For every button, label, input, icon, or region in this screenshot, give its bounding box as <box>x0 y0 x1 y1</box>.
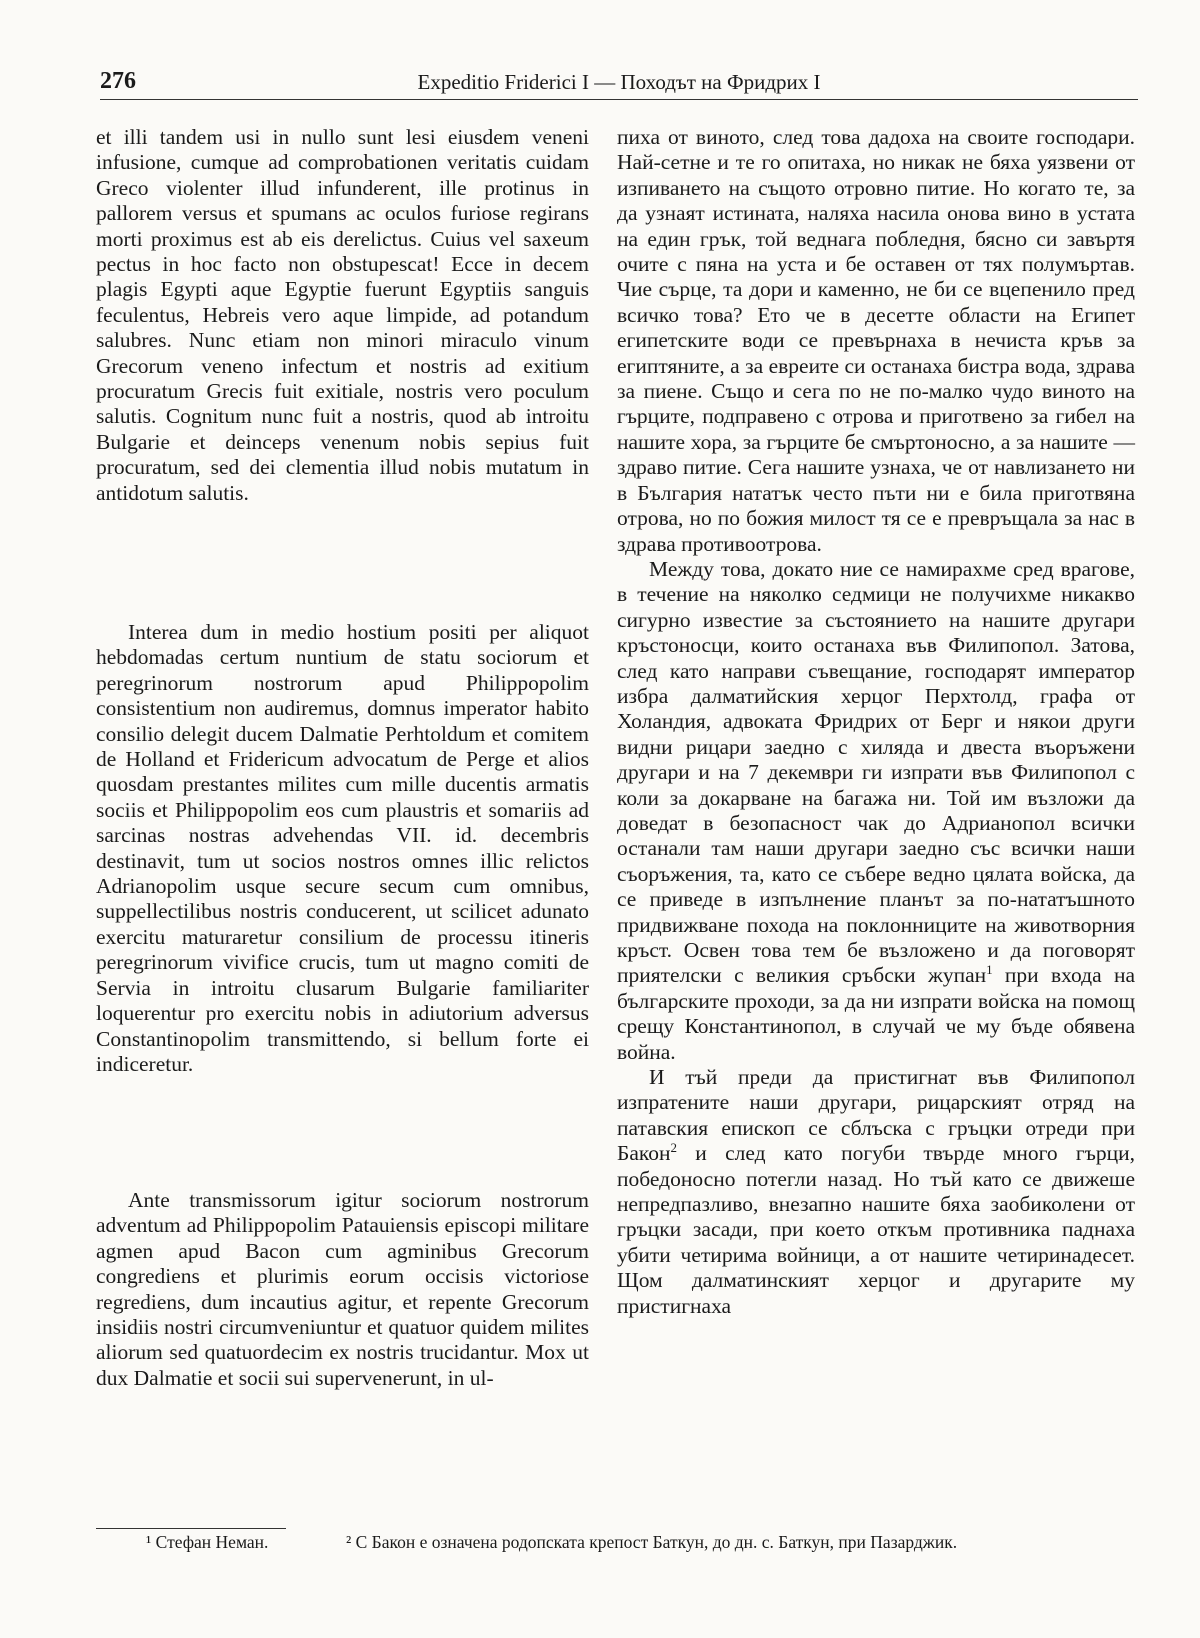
bulgarian-paragraph-3-text-a: И тъй преди да пристигнат във Филипопол изпратените наши другари, рицарският отряд на патавския епископ се сблъска с гръцки отреди при Бакон <box>617 1065 1135 1166</box>
bulgarian-paragraph-1: пиха от виното, след това дадоха на своите господари. Най-сетне и те го опитаха, но никак не бяха уязвени от изпиването на същото отровно питие. Но когато те, за да узнаят истината, наляха насила онова вино в устата на един грък, той веднага побледня, бясно си завъртя очите с пяна на уста и бе оставен от тях полумъртав. Чие сърце, та дори и каменно, не би се вцепенило пред всичко това? Ето че в десетте области на Египет египетските води се превърнаха в нечиста кръв за египтяните, а за евреите си останаха бистра вода, здрава за пиене. Също и сега по не по-малко чудо виното на гърците, подправено с отрова и приготвено за гибел на нашите хора, за гърците бе смъртоносно, а за нашите — здраво питие. Сега нашите узнаха, че от навлизането ни в България нататък често пъти ни е била приготвяна отрова, но по божия милост тя се е превръщала за нас в здрава противоотрова. <box>617 125 1135 556</box>
footnote-1: ¹ Стефан Неман. <box>146 1532 269 1552</box>
bulgarian-paragraph-2-text-b: при входа на българските проходи, за да ни изпрати войска на помощ срещу Константинопол, в случай че му бъде обявена война. <box>617 963 1135 1064</box>
latin-paragraph-1: et illi tandem usi in nullo sunt lesi eiusdem veneni infusione, cumque ad comprobationen veritatis cuidam Greco violenter illud infunderent, ille protinus in pallorem versus et spumans ac oculos furiose regirans morti proximus est ab eis derelictus. Cuius vel saxeum pectus in hoc facto non obstupescat! Ecce in decem plagis Egypti aque Egyptie fuerunt Egyptiis sanguis feculentus, Hebreis vero aque limpide, ad potandum salubres. Nunc etiam non minori miraculo vinum Grecorum veneno infectum et nostris ad exitium procuratum Grecis fuit exitiale, nostris vero poculum salutis. Cognitum nunc fuit a nostris, quod ab introitu Bulgarie et deinceps venenum nobis sepius fuit procuratum, sed dei clementia illud nobis mutatum in antidotum salutis. <box>96 125 589 505</box>
bulgarian-paragraph-2-text-a: Между това, докато ние се намирахме сред врагове, в течение на няколко седмици не получихме никакво сигурно известие за състоянието на нашите другари кръстоносци, които останаха във Филипопол. Затова, след като направи съвещание, господарят император избра далматийския херцог Перхтолд, графа от Холандия, адвоката Фридрих от Берг и някои други видни рицари заедно с хиляда и двеста въоръжени другари и на 7 декември ги изпрати във Филипопол с коли за докарване на багажа ни. Той им възложи да доведат в безопасност чак до Адрианопол всички останали там наши другари заедно със всички наши съоръжения, та, като се събере ведно цялата войска, да се приведе в изпълнение планът за по-нататъшното придвижване похода на поклонниците на животворния кръст. Освен това тем бе възложено и да поговорят приятелски с великия сръбски жупан <box>617 556 1135 988</box>
footnote-ref-2: 2 <box>670 1140 677 1156</box>
page-header <box>100 66 1138 100</box>
bulgarian-paragraph-3-text-b: и след като погуби твърде много гърци, победоносно потегли назад. Но тъй като се движеше непредпазливо, внезапно нашите бяха заобиколени от гръцки засади, при което откъм противника паднаха убити четирима войници, а от нашите четиринадесет. Щом далматинският херцог и другарите му пристигнаха <box>617 1141 1135 1318</box>
footnote-rule <box>96 1528 286 1529</box>
footnote-ref-1: 1 <box>986 962 993 978</box>
bulgarian-paragraph-2 <box>617 557 1135 1065</box>
bulgarian-column <box>617 125 1135 1319</box>
latin-paragraph-2: Interea dum in medio hostium positi per aliquot hebdomadas certum nuntium de statu sociorum et peregrinorum nostrorum apud Philippopolim consistentium non audiremus, domnus imperator habito consilio delegit ducem Dalmatie Perhtoldum et comitem de Holland et Fridericum advocatum de Perge et alios quosdam prestantes milites cum mille ducentis armatis sociis et Philippopolim eos cum plaustris et somariis ad sarcinas nostras advehendas VII. id. decembris destinavit, tum ut socios nostros omnes illic relictos Adrianopolim usque secure secum cum omnibus, suppellectilibus nostris conducerent, ut scilicet adunato exercitu maturaretur consilium de processu itineris peregrinorum vivifice crucis, tum ut magno comiti de Servia in introitu clusarum Bulgarie familiariter loquerentur pro exercitu nobis in adiutorium adversus Constantinopolim transmittendo, si bellum forte ei indiceretur. <box>96 620 589 1076</box>
running-title: Expeditio Friderici I — Походът на Фридрих I <box>417 70 821 94</box>
bulgarian-paragraph-3 <box>617 1065 1135 1319</box>
footnote-2: ² С Бакон е означена родопската крепост Баткун, до дн. с. Баткун, при Пазарджик. <box>346 1532 958 1552</box>
page-number: 276 <box>100 68 136 94</box>
latin-column-block-2 <box>96 620 589 1077</box>
header-rule <box>100 99 1138 100</box>
latin-column-block-1 <box>96 125 589 506</box>
footnotes <box>96 1532 1136 1560</box>
latin-column-block-3 <box>96 1188 589 1391</box>
latin-paragraph-3: Ante transmissorum igitur sociorum nostrorum adventum ad Philippopolim Patauiensis episcopi militare agmen apud Bacon cum agminibus Grecorum congrediens et plurimis eorum occisis victoriose regrediens, dum incautius agitur, et repente Grecorum insidiis nostri circumveniuntur et quatuor quidem milites aliorum sed quatuordecim ex nostris trucidantur. Mox ut dux Dalmatie et socii sui supervenerunt, in ul- <box>96 1188 589 1390</box>
